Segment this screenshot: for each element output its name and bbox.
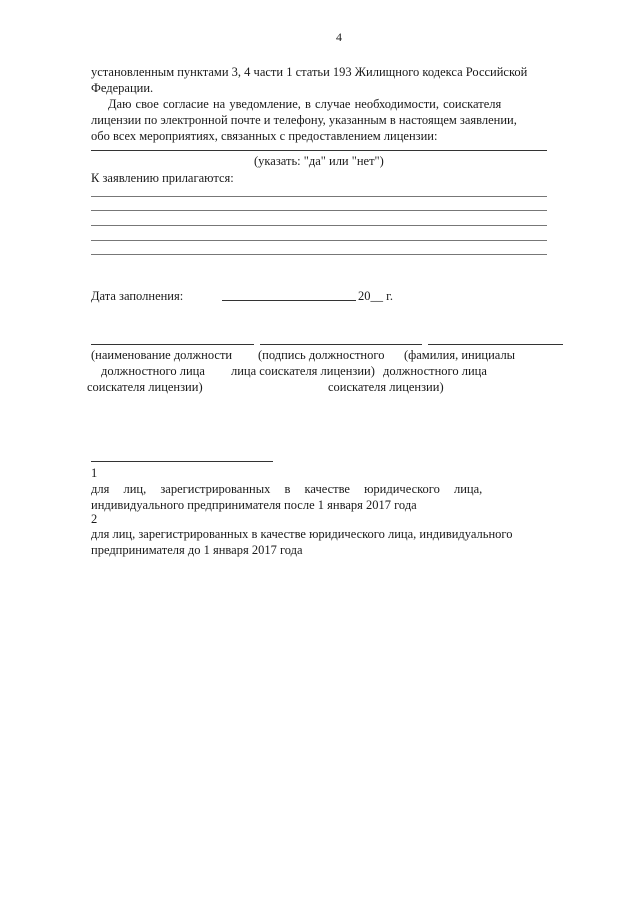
- name-caption-line2: должностного лица: [383, 364, 487, 378]
- paragraph1-line1: установленным пунктами 3, 4 части 1 статьи 193 Жилищного кодекса Российской: [91, 65, 528, 79]
- footnote-2-line2: предпринимателя до 1 января 2017 года: [91, 543, 303, 557]
- footnote-1-line2: индивидуального предпринимателя после 1 января 2017 года: [91, 498, 417, 512]
- name-caption-line3: соискателя лицензии): [328, 380, 444, 394]
- signature-caption-line1: (подпись должностного: [258, 348, 385, 362]
- signature-field[interactable]: [260, 344, 422, 345]
- consent-paragraph-line2: лицензии по электронной почте и телефону, указанным в настоящем заявлении,: [91, 113, 517, 127]
- position-caption-line2: должностного лица: [101, 364, 205, 378]
- consent-answer-field[interactable]: [91, 150, 547, 151]
- footnote-2-marker: 2: [91, 512, 98, 526]
- position-field[interactable]: [91, 344, 254, 345]
- signature-caption-line2: лица соискателя лицензии): [231, 364, 375, 378]
- attachment-line-1[interactable]: [91, 196, 547, 197]
- footnote-2-line1: для лиц, зарегистрированных в качестве юридического лица, индивидуального: [91, 527, 513, 541]
- attachments-label: К заявлению прилагаются:: [91, 171, 234, 185]
- date-label: Дата заполнения:: [91, 289, 184, 303]
- name-caption-line1: (фамилия, инициалы: [404, 348, 516, 362]
- attachment-line-4[interactable]: [91, 240, 547, 241]
- attachment-line-3[interactable]: [91, 225, 547, 226]
- footnote-separator: [91, 461, 273, 462]
- footnote-1-marker: 1: [91, 466, 98, 480]
- name-field[interactable]: [428, 344, 563, 345]
- footnote-1-line1: [91, 481, 492, 497]
- footnote-1-line1-text: для лиц, зарегистрированных в качестве юридического лица,: [91, 482, 483, 496]
- date-field[interactable]: [222, 300, 356, 301]
- date-year: 20__ г.: [358, 289, 393, 303]
- consent-hint: (указать: "да" или "нет"): [254, 154, 384, 168]
- attachment-line-2[interactable]: [91, 210, 547, 211]
- position-caption-line1: (наименование должности: [91, 348, 233, 362]
- attachment-line-5[interactable]: [91, 254, 547, 255]
- consent-paragraph-line1: Даю свое согласие на уведомление, в случае необходимости, соискателя: [108, 97, 502, 111]
- position-caption-line3: соискателя лицензии): [87, 380, 203, 394]
- paragraph1-line2: Федерации.: [91, 81, 154, 95]
- page-number: 4: [336, 30, 342, 44]
- consent-paragraph-line3: обо всех мероприятиях, связанных с предоставлением лицензии:: [91, 129, 438, 143]
